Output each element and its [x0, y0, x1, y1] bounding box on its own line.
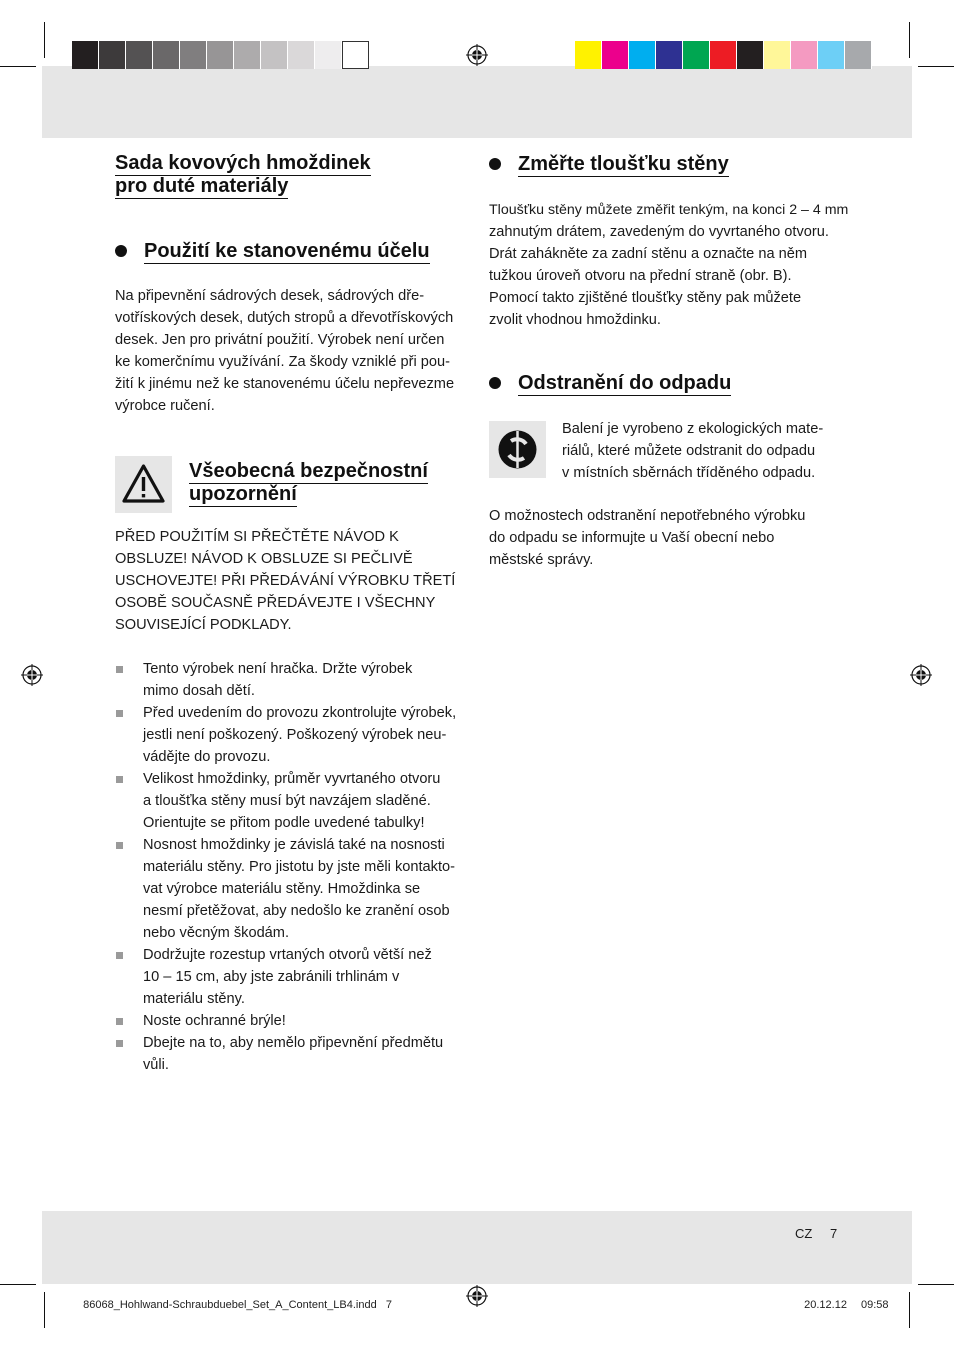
page-number: 7 — [829, 1226, 838, 1241]
paragraph-line: v místních sběrnách tříděného odpadu. — [562, 465, 816, 481]
color-swatch — [656, 41, 683, 69]
paragraph-line: zahnutým drátem, zavedeným do vyvrtaného otvoru. — [489, 224, 829, 240]
section-bullet-icon — [115, 245, 127, 257]
crop-mark — [909, 1292, 910, 1328]
document-title-line: Sada kovových hmoždinek — [115, 152, 371, 174]
crop-mark — [44, 1292, 45, 1328]
color-swatch — [99, 41, 126, 69]
crop-mark — [0, 66, 36, 67]
color-calibration-bar — [575, 41, 872, 69]
paragraph-line: Tloušťku stěny můžete změřit tenkým, na konci 2 – 4 mm — [489, 202, 849, 218]
color-swatch — [602, 41, 629, 69]
crop-mark — [918, 1284, 954, 1285]
intended-use-paragraph — [115, 285, 475, 417]
square-bullet-icon — [116, 1018, 123, 1025]
print-time: 09:58 — [860, 1299, 889, 1311]
caps-line: OBSLUZE! NÁVOD K OBSLUZE SI PEČLIVĚ — [115, 551, 413, 567]
document-title-line: pro duté materiály — [115, 175, 289, 197]
square-bullet-icon — [116, 1040, 123, 1047]
document-title — [115, 152, 455, 198]
color-swatch — [710, 41, 737, 69]
page-number-area — [795, 1226, 837, 1241]
print-file-name — [77, 1287, 392, 1311]
section-heading — [518, 372, 838, 395]
list-item-line: a tloušťka stěny musí být navzájem sladěné. — [143, 793, 431, 809]
square-bullet-icon — [116, 710, 123, 717]
color-swatch — [288, 41, 315, 69]
paragraph-line: riálů, které můžete odstranit do odpadu — [562, 443, 816, 459]
list-item-line: Noste ochranné brýle! — [143, 1013, 286, 1029]
safety-bullet-list — [115, 658, 485, 1076]
green-dot-recycling-icon — [489, 421, 546, 478]
paragraph-line: tužkou úroveň otvoru na přední straně (obr. B). — [489, 268, 792, 284]
paragraph-line: desek. Jen pro privátní použití. Výrobek není určen — [115, 332, 445, 348]
section-heading — [144, 240, 464, 263]
list-item-line: Dbejte na to, aby nemělo připevnění předmětu — [143, 1035, 444, 1051]
print-timestamp — [798, 1287, 888, 1311]
paragraph-line: žití k jinému než ke stanovenému účelu nepřevezme — [115, 376, 455, 392]
list-item — [115, 834, 485, 944]
list-item — [115, 1032, 485, 1076]
paragraph-line: zvolit vhodnou hmoždinku. — [489, 312, 661, 328]
list-item-line: Před uvedením do provozu zkontrolujte výrobek, — [143, 705, 457, 721]
color-swatch — [737, 41, 764, 69]
square-bullet-icon — [116, 666, 123, 673]
list-item — [115, 658, 485, 702]
list-item — [115, 944, 485, 1010]
registration-mark-icon — [910, 664, 932, 686]
section-heading-text: upozornění — [189, 483, 297, 505]
safety-warning-caps — [115, 526, 485, 636]
caps-line: PŘED POUŽITÍM SI PŘEČTĚTE NÁVOD K — [115, 529, 399, 545]
paragraph-line: do odpadu se informujte u Vaší obecní nebo — [489, 530, 775, 546]
paragraph-line: Na připevnění sádrových desek, sádrových dře- — [115, 288, 425, 304]
section-bullet-icon — [489, 158, 501, 170]
color-swatch — [342, 41, 369, 69]
wall-thickness-paragraph — [489, 199, 859, 331]
paragraph-line: Balení je vyrobeno z ekologických mate- — [562, 421, 824, 437]
list-item-line: nesmí přetěžovat, aby nedošlo ke zranění osob — [143, 903, 450, 919]
list-item-line: 10 – 15 cm, aby jste zabránili trhlinám v — [143, 969, 400, 985]
color-swatch — [153, 41, 180, 69]
list-item-line: nebo věcným škodám. — [143, 925, 290, 941]
section-heading-text: Odstranění do odpadu — [518, 372, 732, 394]
section-heading — [189, 460, 479, 506]
color-swatch — [261, 41, 288, 69]
header-band — [42, 66, 912, 138]
footer-band — [42, 1211, 912, 1284]
paragraph-line: votřískových desek, dutých stropů a dřevotřískových — [115, 310, 454, 326]
paragraph-line: ke komerčnímu využívání. Za škody vzniklé při pou- — [115, 354, 450, 370]
paragraph-line: městské správy. — [489, 552, 594, 568]
language-code: CZ — [795, 1226, 813, 1241]
paragraph-line: výrobce ručení. — [115, 398, 215, 414]
color-swatch — [575, 41, 602, 69]
color-swatch — [629, 41, 656, 69]
section-heading — [518, 153, 838, 176]
section-heading-text: Změřte tloušťku stěny — [518, 153, 729, 175]
list-item-line: materiálu stěny. — [143, 991, 245, 1007]
square-bullet-icon — [116, 776, 123, 783]
list-item-line: Velikost hmoždinky, průměr vyvrtaného otvoru — [143, 771, 441, 787]
color-swatch — [791, 41, 818, 69]
list-item-line: Tento výrobek není hračka. Držte výrobek — [143, 661, 413, 677]
grayscale-calibration-bar — [72, 41, 369, 69]
caps-line: SOUVISEJÍCÍ PODKLADY. — [115, 617, 292, 633]
list-item-line: vat výrobce materiálu stěny. Hmoždinka se — [143, 881, 421, 897]
section-bullet-icon — [489, 377, 501, 389]
color-swatch — [764, 41, 791, 69]
list-item-line: vůli. — [143, 1057, 169, 1073]
list-item-line: Dodržujte rozestup vrtaných otvorů větší než — [143, 947, 432, 963]
print-date: 20.12.12 — [804, 1299, 847, 1311]
square-bullet-icon — [116, 842, 123, 849]
crop-mark — [0, 1284, 36, 1285]
color-swatch — [845, 41, 872, 69]
crop-mark — [44, 22, 45, 58]
crop-mark — [909, 22, 910, 58]
caps-line: OSOBĚ SOUČASNĚ PŘEDÁVEJTE I VŠECHNY — [115, 595, 436, 611]
warning-triangle-icon — [115, 456, 172, 513]
list-item — [115, 768, 485, 834]
crop-mark — [918, 66, 954, 67]
color-swatch — [207, 41, 234, 69]
print-file-name-text: 86068_Hohlwand-Schraubduebel_Set_A_Content_LB4.indd 7 — [83, 1299, 392, 1311]
list-item-line: materiálu stěny. Pro jistotu by jste měli kontakto- — [143, 859, 455, 875]
packaging-disposal-paragraph — [562, 418, 862, 484]
color-swatch — [315, 41, 342, 69]
registration-mark-icon — [466, 44, 488, 66]
caps-line: USCHOVEJTE! PŘI PŘEDÁVÁNÍ VÝROBKU TŘETÍ — [115, 573, 456, 589]
list-item — [115, 1010, 485, 1032]
color-swatch — [818, 41, 845, 69]
section-heading-text: Použití ke stanovenému účelu — [144, 240, 430, 262]
color-swatch — [683, 41, 710, 69]
color-swatch — [180, 41, 207, 69]
list-item-line: Nosnost hmoždinky je závislá také na nosnosti — [143, 837, 445, 853]
warning-icon-box — [115, 456, 172, 513]
color-swatch — [126, 41, 153, 69]
color-swatch — [72, 41, 99, 69]
paragraph-line: Drát zahákněte za zadní stěnu a označte na něm — [489, 246, 808, 262]
paragraph-line: Pomocí takto zjištěné tloušťky stěny pak můžete — [489, 290, 802, 306]
list-item-line: Orientujte se přitom podle uvedené tabulky! — [143, 815, 425, 831]
list-item-line: jestli není poškozený. Poškozený výrobek neu- — [143, 727, 447, 743]
list-item-line: mimo dosah dětí. — [143, 683, 255, 699]
square-bullet-icon — [116, 952, 123, 959]
list-item-line: vádějte do provozu. — [143, 749, 271, 765]
recycling-icon-box — [489, 421, 546, 478]
registration-mark-icon — [466, 1285, 488, 1307]
product-disposal-paragraph — [489, 505, 859, 571]
registration-mark-icon — [21, 664, 43, 686]
color-swatch — [234, 41, 261, 69]
paragraph-line: O možnostech odstranění nepotřebného výrobku — [489, 508, 806, 524]
list-item — [115, 702, 485, 768]
section-heading-text: Všeobecná bezpečnostní — [189, 460, 428, 482]
